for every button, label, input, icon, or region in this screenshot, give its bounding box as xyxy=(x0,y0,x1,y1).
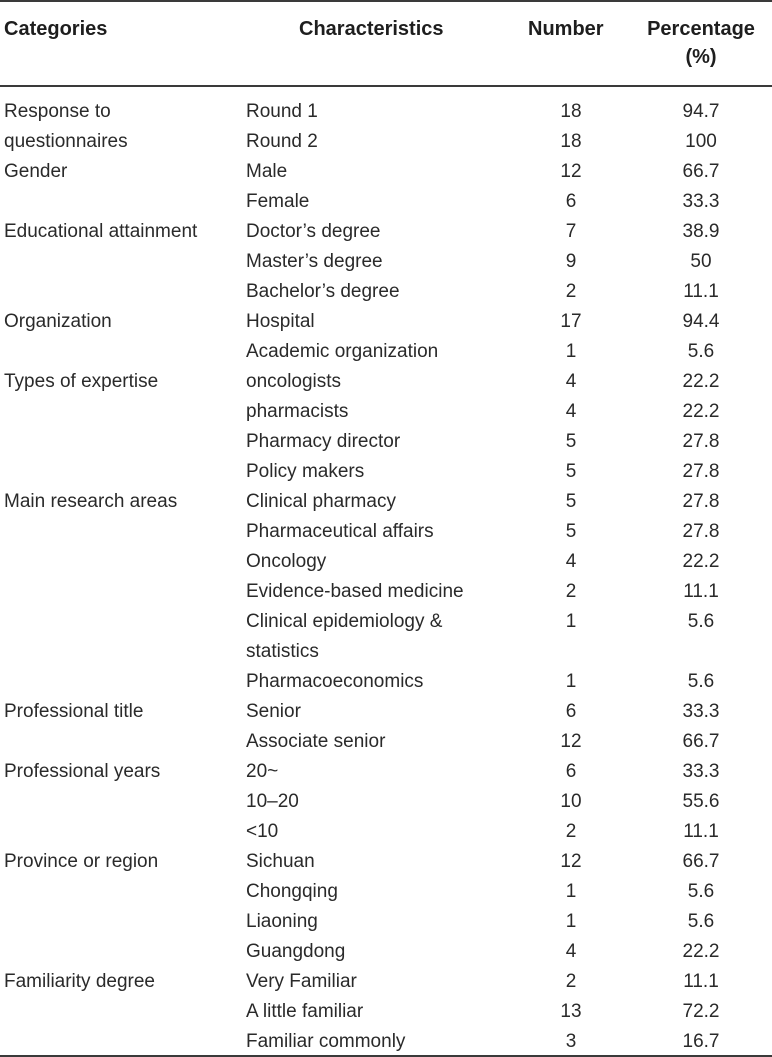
table-row xyxy=(0,877,772,907)
cell-number: 4 xyxy=(565,371,577,392)
cell-characteristic: Sichuan xyxy=(246,851,315,872)
cell-characteristic: Doctor’s degree xyxy=(246,221,381,242)
header-characteristics: Characteristics xyxy=(299,18,444,40)
header-number: Number xyxy=(528,18,604,40)
table-row xyxy=(0,127,772,157)
cell-percentage: 22.2 xyxy=(682,401,720,422)
cell-percentage: 11.1 xyxy=(683,281,719,302)
cell-percentage: 11.1 xyxy=(683,971,719,992)
cell-number: 1 xyxy=(565,341,577,362)
cell-percentage: 33.3 xyxy=(682,761,720,782)
cell-percentage: 66.7 xyxy=(682,731,720,752)
table-row xyxy=(0,157,772,187)
cell-percentage: 5.6 xyxy=(687,341,715,362)
cell-number: 17 xyxy=(560,311,582,332)
cell-number: 6 xyxy=(565,761,577,782)
cell-number: 1 xyxy=(565,911,577,932)
table-row xyxy=(0,997,772,1027)
table-body xyxy=(0,97,772,1057)
cell-number: 6 xyxy=(565,191,577,212)
cell-category: Professional years xyxy=(4,761,161,782)
cell-number: 2 xyxy=(565,581,577,602)
cell-percentage: 5.6 xyxy=(687,611,715,632)
cell-percentage: 94.4 xyxy=(682,311,720,332)
cell-number: 10 xyxy=(560,791,582,812)
table-row xyxy=(0,1027,772,1057)
cell-percentage: 27.8 xyxy=(682,521,720,542)
cell-percentage: 16.7 xyxy=(682,1031,720,1052)
header-categories: Categories xyxy=(4,18,108,40)
cell-percentage: 27.8 xyxy=(682,461,720,482)
table-row xyxy=(0,277,772,307)
table-row xyxy=(0,907,772,937)
cell-characteristic: Pharmacoeconomics xyxy=(246,671,424,692)
cell-category: Gender xyxy=(4,161,68,182)
table-row xyxy=(0,577,772,607)
cell-characteristic: Pharmaceutical affairs xyxy=(246,521,434,542)
table-row xyxy=(0,787,772,817)
cell-characteristic: Clinical epidemiology & xyxy=(246,611,443,632)
cell-percentage: 22.2 xyxy=(682,551,720,572)
cell-percentage: 22.2 xyxy=(682,371,720,392)
cell-number: 4 xyxy=(565,401,577,422)
cell-characteristic: Hospital xyxy=(246,311,315,332)
cell-percentage: 100 xyxy=(685,131,717,152)
table-row xyxy=(0,757,772,787)
table-row xyxy=(0,397,772,427)
cell-number: 12 xyxy=(560,161,582,182)
cell-number: 7 xyxy=(565,221,577,242)
cell-category: questionnaires xyxy=(4,131,128,152)
cell-characteristic: Associate senior xyxy=(246,731,386,752)
cell-number: 12 xyxy=(560,731,582,752)
table-row xyxy=(0,967,772,997)
table-row xyxy=(0,337,772,367)
cell-category: Province or region xyxy=(4,851,159,872)
cell-number: 5 xyxy=(565,461,577,482)
cell-number: 6 xyxy=(565,701,577,722)
cell-percentage: 27.8 xyxy=(682,431,720,452)
table-row xyxy=(0,307,772,337)
table-row xyxy=(0,247,772,277)
table-row xyxy=(0,667,772,697)
cell-percentage: 11.1 xyxy=(683,821,719,842)
cell-number: 5 xyxy=(565,431,577,452)
cell-characteristic: pharmacists xyxy=(246,401,349,422)
cell-number: 3 xyxy=(565,1031,577,1052)
cell-percentage: 22.2 xyxy=(682,941,720,962)
table-row xyxy=(0,937,772,967)
table-row xyxy=(0,487,772,517)
header-rule xyxy=(0,85,772,87)
table-row xyxy=(0,547,772,577)
cell-characteristic: 10–20 xyxy=(246,791,299,812)
cell-percentage: 11.1 xyxy=(683,581,719,602)
cell-characteristic: A little familiar xyxy=(246,1001,364,1022)
table-row xyxy=(0,697,772,727)
cell-percentage: 5.6 xyxy=(687,671,715,692)
table-top-rule xyxy=(0,0,772,2)
cell-number: 5 xyxy=(565,491,577,512)
cell-category: Familiarity degree xyxy=(4,971,155,992)
cell-number: 4 xyxy=(565,551,577,572)
table-row xyxy=(0,427,772,457)
cell-percentage: 5.6 xyxy=(687,911,715,932)
cell-characteristic: Guangdong xyxy=(246,941,346,962)
cell-percentage: 33.3 xyxy=(682,191,720,212)
table-row xyxy=(0,367,772,397)
cell-number: 4 xyxy=(565,941,577,962)
cell-category: Professional title xyxy=(4,701,144,722)
cell-characteristic: Very Familiar xyxy=(246,971,357,992)
cell-number: 1 xyxy=(565,611,577,632)
cell-percentage: 94.7 xyxy=(682,101,720,122)
table-row xyxy=(0,457,772,487)
cell-percentage: 66.7 xyxy=(682,851,720,872)
cell-characteristic: oncologists xyxy=(246,371,342,392)
header-percentage-line1: Percentage xyxy=(647,18,755,40)
cell-percentage: 55.6 xyxy=(682,791,720,812)
cell-number: 13 xyxy=(560,1001,582,1022)
cell-number: 12 xyxy=(560,851,582,872)
cell-characteristic: Chongqing xyxy=(246,881,338,902)
cell-category: Main research areas xyxy=(4,491,178,512)
table-row xyxy=(0,817,772,847)
cell-number: 18 xyxy=(560,101,582,122)
cell-characteristic: Academic organization xyxy=(246,341,439,362)
cell-characteristic: Master’s degree xyxy=(246,251,383,272)
cell-number: 5 xyxy=(565,521,577,542)
cell-number: 2 xyxy=(565,281,577,302)
cell-characteristic: Male xyxy=(246,161,288,182)
cell-percentage: 50 xyxy=(690,251,712,272)
cell-category: Response to xyxy=(4,101,111,122)
cell-percentage: 27.8 xyxy=(682,491,720,512)
table-row xyxy=(0,727,772,757)
cell-characteristic: Bachelor’s degree xyxy=(246,281,400,302)
table-row xyxy=(0,637,772,667)
cell-number: 1 xyxy=(565,671,577,692)
cell-characteristic: Pharmacy director xyxy=(246,431,401,452)
cell-number: 2 xyxy=(565,971,577,992)
table-row xyxy=(0,217,772,247)
cell-characteristic: Oncology xyxy=(246,551,327,572)
cell-characteristic: Policy makers xyxy=(246,461,365,482)
header-percentage-line2: (%) xyxy=(685,46,717,68)
cell-characteristic: Round 2 xyxy=(246,131,318,152)
cell-characteristic: Familiar commonly xyxy=(246,1031,406,1052)
cell-number: 2 xyxy=(565,821,577,842)
table-row xyxy=(0,97,772,127)
cell-percentage: 72.2 xyxy=(682,1001,720,1022)
cell-characteristic: Evidence-based medicine xyxy=(246,581,464,602)
cell-characteristic: Round 1 xyxy=(246,101,318,122)
cell-characteristic: Liaoning xyxy=(246,911,318,932)
table-row xyxy=(0,847,772,877)
cell-characteristic: <10 xyxy=(246,821,279,842)
cell-percentage: 38.9 xyxy=(682,221,720,242)
header-percentage xyxy=(634,15,768,71)
cell-number: 1 xyxy=(565,881,577,902)
cell-percentage: 66.7 xyxy=(682,161,720,182)
cell-number: 18 xyxy=(560,131,582,152)
cell-characteristic: Clinical pharmacy xyxy=(246,491,396,512)
cell-characteristic: 20~ xyxy=(246,761,279,782)
cell-percentage: 33.3 xyxy=(682,701,720,722)
cell-category: Types of expertise xyxy=(4,371,159,392)
cell-category: Educational attainment xyxy=(4,221,198,242)
cell-characteristic: Female xyxy=(246,191,310,212)
table-row xyxy=(0,517,772,547)
cell-percentage: 5.6 xyxy=(687,881,715,902)
cell-characteristic: Senior xyxy=(246,701,301,722)
table-row xyxy=(0,187,772,217)
table-row xyxy=(0,607,772,637)
cell-category: Organization xyxy=(4,311,112,332)
cell-characteristic: statistics xyxy=(246,641,319,662)
cell-number: 9 xyxy=(565,251,577,272)
